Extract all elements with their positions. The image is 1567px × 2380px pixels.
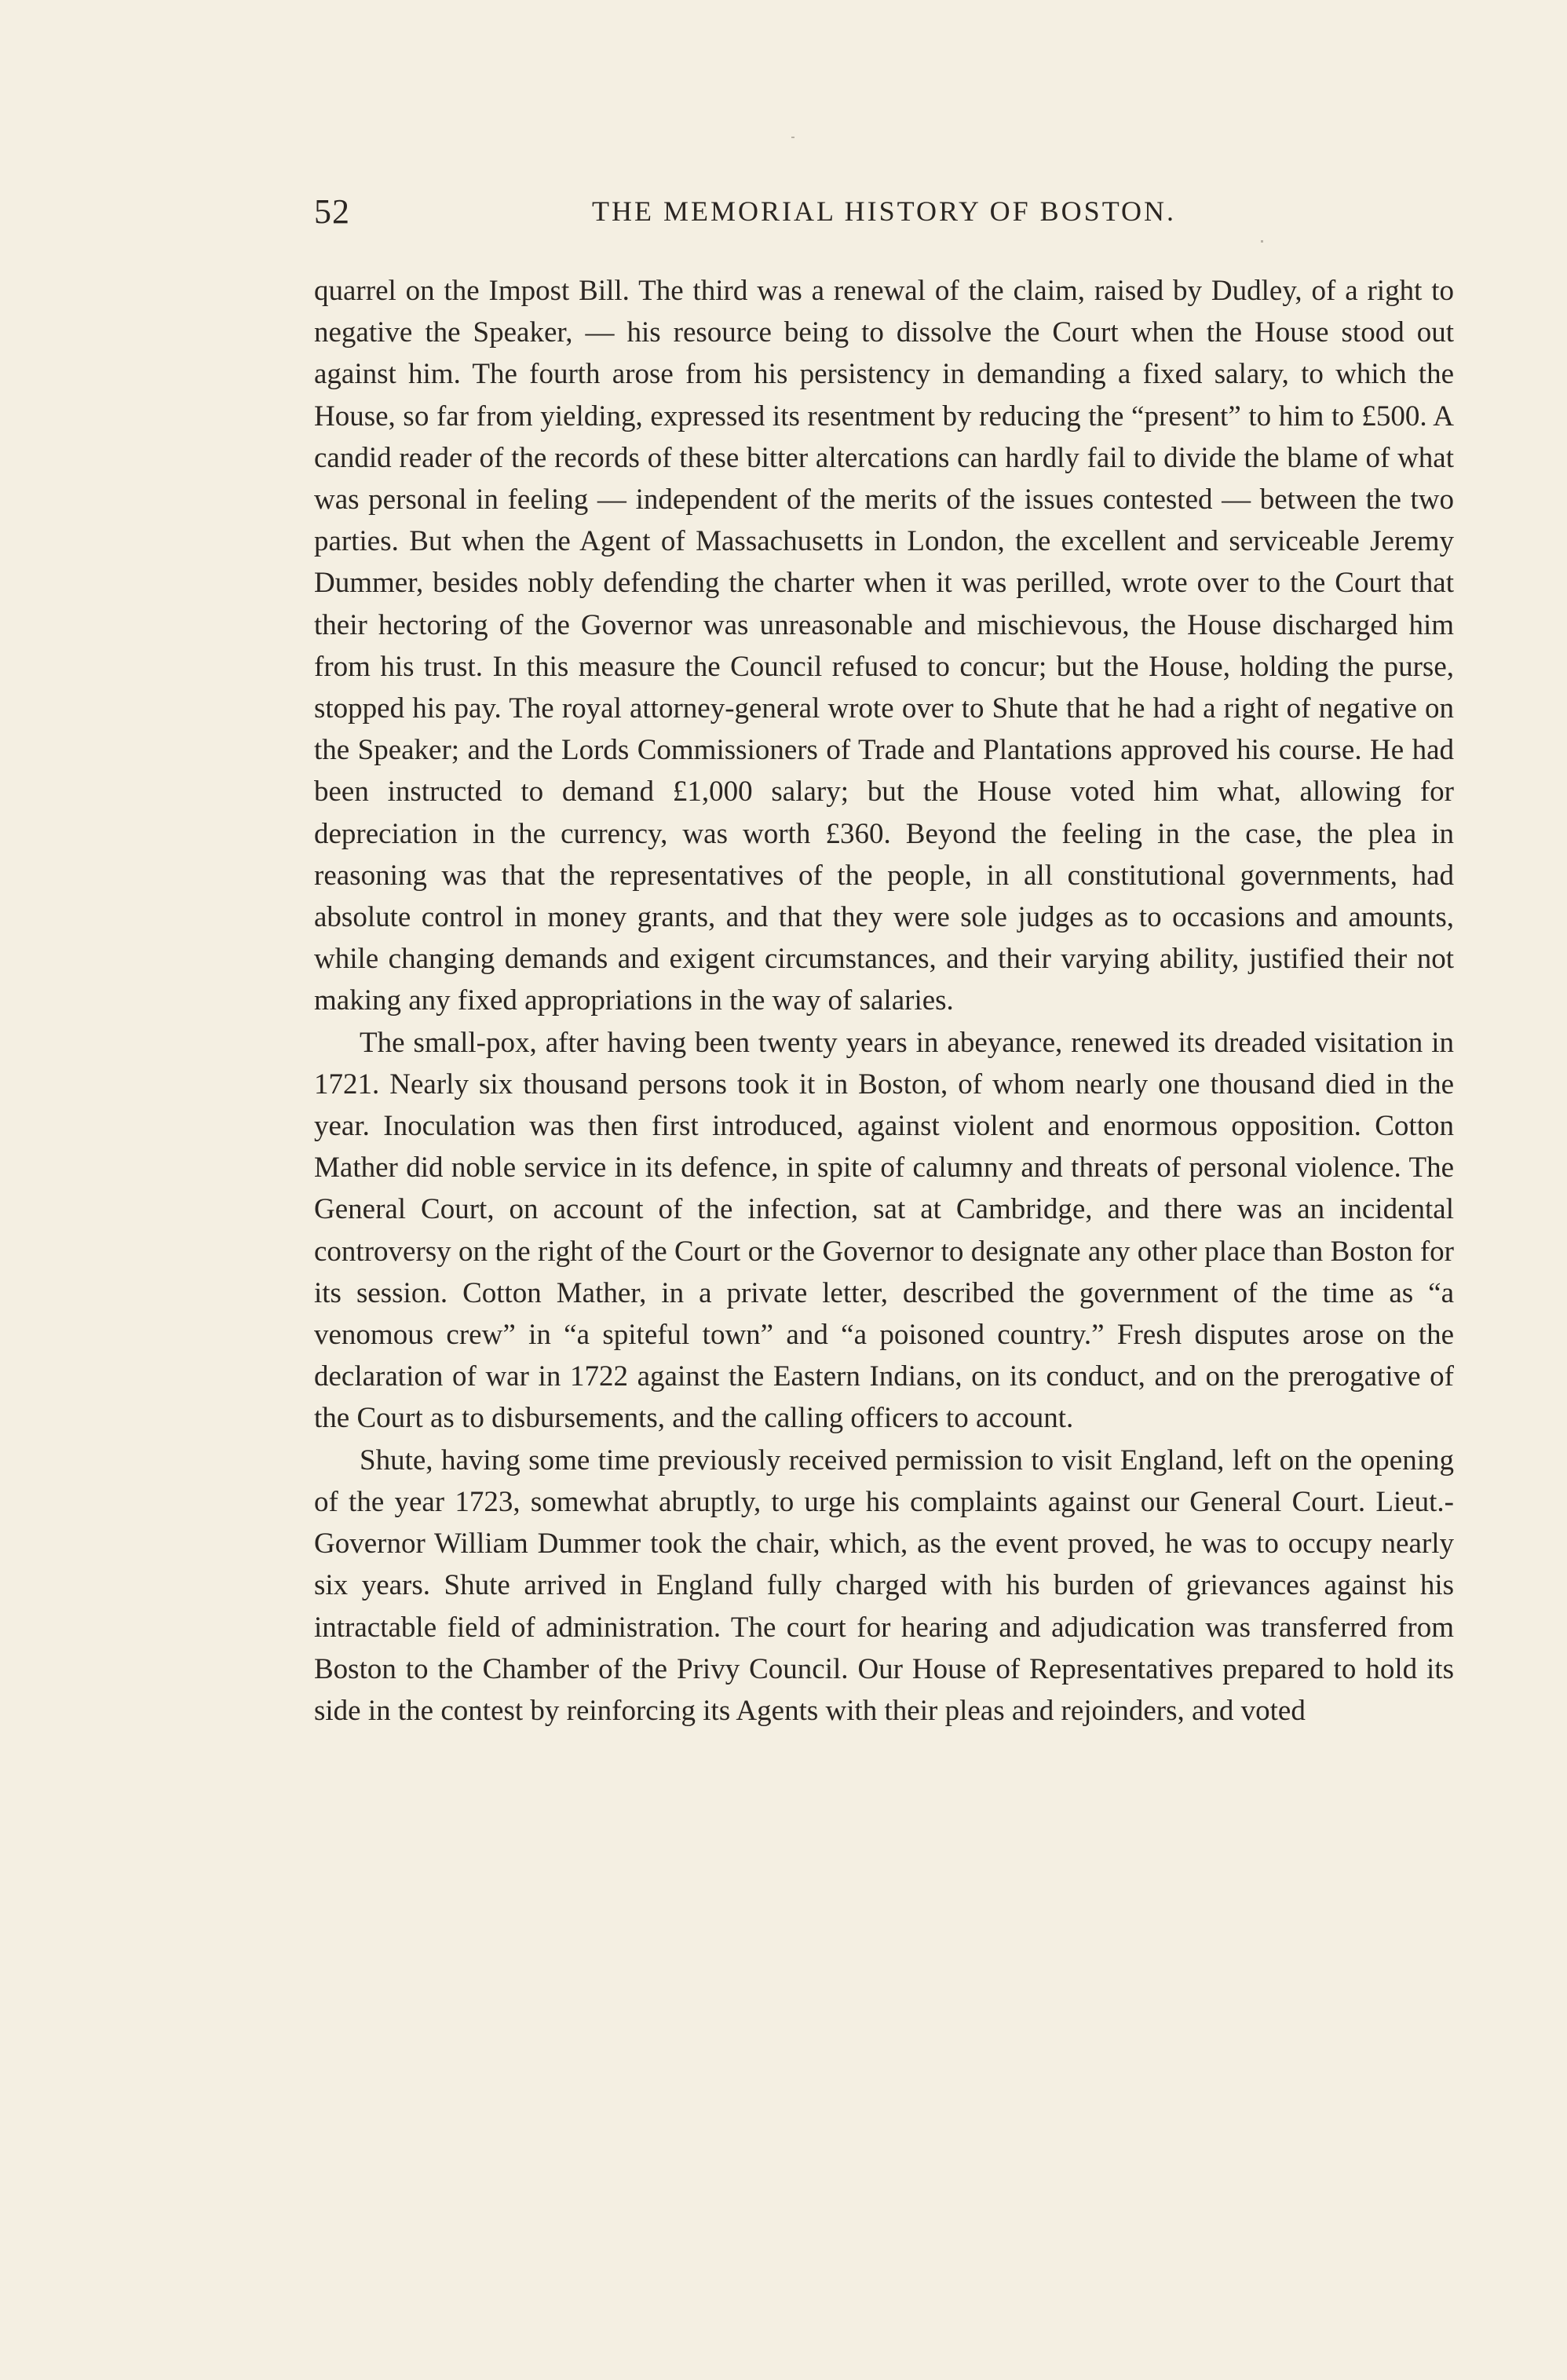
page-number: 52	[314, 192, 350, 231]
paragraph-small-pox: The small-pox, after having been twenty years in abeyance, renewed its dreaded visitation in 1721. Nearly six thousand persons took it in Boston, of whom nearly one thousand died in the year. Inoculation was then first introduced, against violent and enormous opposition. Cotton Mather did noble service in its defence, in spite of calumny and threats of personal violence. The General Court, on account of the infection, sat at Cambridge, and there was an incidental controversy on the right of the Court or the Governor to designate any other place than Boston for its session. Cotton Mather, in a private letter, described the government of the time as “a venomous crew” in “a spiteful town” and “a poisoned country.” Fresh disputes arose on the declaration of war in 1722 against the Eastern Indians, on its conduct, and on the prerogative of the Court as to disbursements, and the calling officers to account.	[314, 1026, 1454, 1435]
paragraph-continued: quarrel on the Impost Bill. The third was a renewal of the claim, raised by Dudley, of a right to negative the Speaker, — his resource being to dissolve the Court when the House stood out against him. The fourth arose from his persistency in demanding a fixed salary, to which the House, so far from yielding, expressed its resentment by reducing the “present” to him to £500. A candid reader of the records of these bitter altercations can hardly fail to divide the blame of what was personal in feeling — independent of the merits of the issues contested — between the two parties. But when the Agent of Massachusetts in London, the excellent and serviceable Jeremy Dummer, besides nobly defending the charter when it was perilled, wrote over to the Court that their hectoring of the Governor was unreasonable and mischievous, the House discharged him from his trust. In this measure the Council refused to concur; but the House, holding the purse, stopped his pay. The royal attorney-general wrote over to Shute that he had a right of negative on the Speaker; and the Lords Commissioners of Trade and Plantations approved his course. He had been instructed to demand £1,000 salary; but the House voted him what, allowing for depreciation in the currency, was worth £360. Beyond the feeling in the case, the plea in reasoning was that the representatives of the people, in all constitutional governments, had absolute control in money grants, and that they were sole judges as to occasions and amounts, while changing demands and exigent circumstances, and their varying ability, justified their not making any fixed appropriations in the way of salaries.	[314, 275, 1454, 1017]
paper-speck	[791, 137, 794, 138]
running-title: THE MEMORIAL HISTORY OF BOSTON.	[591, 195, 1177, 227]
running-head	[314, 192, 1454, 239]
paper-speck	[1261, 240, 1263, 243]
body-text	[314, 270, 1454, 1732]
paragraph-shute-england: Shute, having some time previously received permission to visit England, left on the opening of the year 1723, somewhat abruptly, to urge his complaints against our General Court. Lieut.-Governor William Dummer took the chair, which, as the event proved, he was to occupy nearly six years. Shute arrived in England fully charged with his burden of grievances against his intractable field of administration. The court for hearing and adjudication was transferred from Boston to the Chamber of the Privy Council. Our House of Representatives prepared to hold its side in the contest by reinforcing its Agents with their pleas and rejoinders, and voted	[314, 1444, 1454, 1727]
